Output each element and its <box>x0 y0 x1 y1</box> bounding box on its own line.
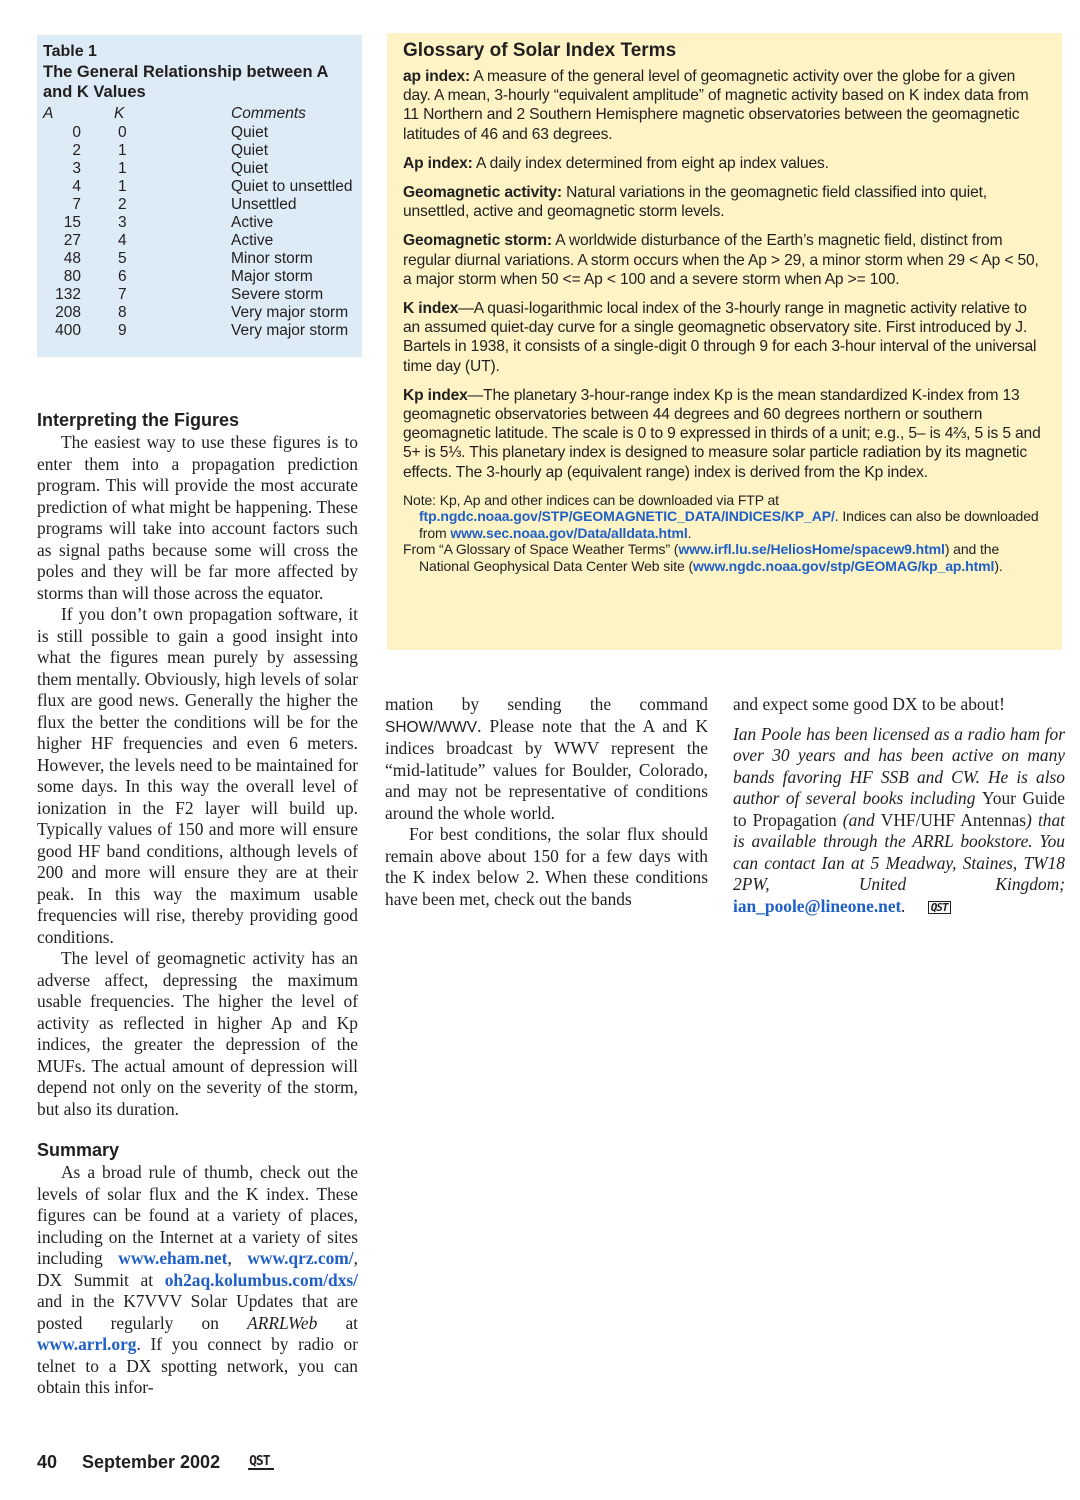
qrz-link[interactable]: www.qrz.com/ <box>247 1248 354 1268</box>
dx-summit-link[interactable]: oh2aq.kolumbus.com/dxs/ <box>164 1269 358 1290</box>
cell-comment: Minor storm <box>231 250 313 267</box>
arrl-link[interactable]: www.arrl.org <box>37 1334 137 1354</box>
issue-date: September 2002 <box>82 1452 221 1472</box>
cell-k: 7 <box>118 286 127 303</box>
header-a: A <box>43 105 54 122</box>
table-title: The General Relationship between A and K Values <box>43 63 328 101</box>
cell-comment: Major storm <box>231 268 313 285</box>
section-heading-summary: Summary <box>37 1140 120 1160</box>
note-text: . Indices can also be downloaded from <box>419 508 1039 541</box>
glossary-term: ap index: <box>403 68 471 85</box>
glossary-definition: —A quasi-logarithmic local index of the 3-hourly range in magnetic activity relative to an assumed quiet-day curve for a single geomagnetic observatory site. First introduced by J. Bartels in 1938, it consists of a single-digit 0 through 9 for each 3-hour interval of the universal time day (UT). <box>403 300 1037 375</box>
cell-a: 3 <box>72 160 81 177</box>
cell-k: 1 <box>118 160 127 177</box>
note-text: ). <box>994 557 1003 574</box>
download-note <box>403 492 1046 542</box>
table-row <box>43 178 353 196</box>
cell-comment: Very major storm <box>231 322 349 339</box>
cell-a: 400 <box>55 322 81 339</box>
glossary-sidebar <box>387 33 1062 650</box>
text: , <box>227 1248 248 1268</box>
article-column-left <box>37 408 358 1399</box>
bio-text: Ian Poole has been licensed as a radio ham for over 30 years and has been active on many bands favoring HF SSB and CW. He is also author of several books including <box>733 723 1065 808</box>
paragraph: The easiest way to use these figures is to enter them into a propagation prediction program. This will provide the most accurate prediction of what might be happening. These programs will take into account factors such as signal paths because some will cross the poles and they will be far more affected by storms than will those across the equator. <box>37 432 358 603</box>
cell-comment: Active <box>231 214 274 231</box>
table-label: Table 1 <box>43 43 97 60</box>
cell-a: 48 <box>63 250 81 267</box>
note-text: Note: Kp, Ap and other indices can be downloaded via FTP at <box>403 491 779 508</box>
glossary-term: Geomagnetic activity: <box>403 184 562 202</box>
table-row <box>43 142 353 160</box>
cell-a: 208 <box>55 304 81 321</box>
ftp-ngdc-link[interactable]: ftp.ngdc.noaa.gov/STP/GEOMAGNETIC_DATA/INDICES/KP_AP/ <box>419 508 835 525</box>
text: . If you connect by radio or telnet to a DX spotting network, you can obtain this infor- <box>37 1334 358 1397</box>
glossary-definition: Natural variations in the geomagnetic field classified into quiet, unsettled, active and geomagnetic storm levels. <box>403 184 987 221</box>
table-row <box>43 268 353 286</box>
cell-a: 132 <box>55 286 81 303</box>
cell-comment: Quiet <box>231 142 269 159</box>
text: at <box>317 1312 358 1333</box>
text: . Please note that the A and K indices broadcast by WWV represent the “mid-latitude” values for Boulder, Colorado, and may not be representative of conditions around the whole world. <box>385 715 708 823</box>
table-row <box>43 232 353 250</box>
table-row <box>43 196 353 214</box>
note-text: From “A Glossary of Space Weather Terms” ( <box>403 541 679 558</box>
paragraph: and expect some good DX to be about! <box>733 694 1005 714</box>
paragraph: If you don’t own propagation software, it is still possible to gain a good insight into what the figures mean purely by assessing them mentally. Obviously, high levels of solar flux are good news. Generally the higher the flux the better the conditions will be for the higher HF frequencies and even 6 meters. However, the levels need to be maintained for some days. In this way the overall level of ionization in the F2 layer will build up. Typically values of 150 and more will ensure good HF band conditions, although levels of 200 and more will ensure they are at their peak. In this way the maximum usable frequencies will rise, thereby providing good conditions. <box>37 604 358 947</box>
text: mation by sending the command <box>385 694 708 714</box>
cell-a: 15 <box>63 214 81 231</box>
cell-comment: Quiet <box>231 160 269 177</box>
page-footer <box>37 1452 274 1473</box>
author-bio <box>733 724 1065 918</box>
cell-a: 80 <box>63 268 81 285</box>
cell-k: 3 <box>118 214 127 231</box>
glossary-term: Geomagnetic storm: <box>403 232 552 250</box>
glossary-entry-kp-index <box>403 386 1046 482</box>
glossary-term: Ap index: <box>403 154 473 172</box>
cell-a: 7 <box>72 196 81 213</box>
cell-comment: Very major storm <box>231 304 349 321</box>
cell-k: 6 <box>118 268 127 285</box>
table-row <box>43 304 353 322</box>
bio-text: ) that is available through the ARRL bookstore. You can contact Ian at 5 Meadway, Staines, TW18 2PW, United Kingdom; <box>733 809 1066 894</box>
source-note <box>403 541 1046 574</box>
table-row <box>43 322 353 340</box>
arrlweb-title: ARRLWeb <box>247 1312 318 1333</box>
glossary-title: Glossary of Solar Index Terms <box>403 40 677 61</box>
cell-k: 8 <box>118 304 127 321</box>
cell-k: 4 <box>118 232 127 249</box>
page-number: 40 <box>37 1452 58 1472</box>
cell-a: 0 <box>72 124 81 141</box>
cell-k: 5 <box>118 250 127 267</box>
section-heading-interpreting: Interpreting the Figures <box>37 410 240 430</box>
glossary-definition: —The planetary 3-hour-range index Kp is the mean standardized K-index from 13 geomagnetic observatories between 44 degrees and 60 degrees northern or southern geomagnetic latitude. The scale is 0 to 9 expressed in thirds of a unit; e.g., 5– is 4⅔, 5 is 5 and 5+ is 5⅓. This planetary index is designed to measure solar particle radiation by its magnetic effects. The 3-hourly ap (equivalent range) index is derived from the Kp index. <box>403 386 1041 481</box>
note-text: ) and the National Geophysical Data Center Web site ( <box>419 541 1000 574</box>
text: and in the K7VVV Solar Updates that are posted regularly on <box>37 1291 358 1333</box>
glossary-entry-k-index <box>403 299 1046 376</box>
glossary-term: K index <box>403 300 459 318</box>
cell-k: 0 <box>118 124 127 141</box>
paragraph <box>37 1162 358 1399</box>
text: , DX Summit at <box>37 1248 358 1290</box>
a-k-table <box>43 104 353 340</box>
article-column-middle <box>385 694 708 910</box>
eham-link[interactable]: www.eham.net <box>118 1248 228 1268</box>
cell-comment: Quiet to unsettled <box>231 178 353 195</box>
sec-noaa-link[interactable]: www.sec.noaa.gov/Data/alldata.html <box>450 524 688 541</box>
cell-k: 1 <box>118 178 127 195</box>
paragraph: The level of geomagnetic activity has an adverse affect, depressing the maximum usable frequencies. The higher the level of activity as reflected in higher Ap and Kp indices, the greater the depression of the MUFs. The actual amount of depression will depend not only on the severity of the storm, but also its duration. <box>37 948 358 1119</box>
cell-a: 2 <box>72 142 81 159</box>
bio-text: (and <box>836 809 881 830</box>
cell-k: 9 <box>118 322 127 339</box>
cell-a: 27 <box>63 232 81 249</box>
glossary-definition: A measure of the general level of geomagnetic activity over the globe for a given day. A mean, 3-hourly “equivalent amplitude” of magnetic activity based on K index data from 11 Northern and 2 Southern Hemisphere magnetic observatories between the geomagnetic latitudes of 46 and 63 degrees. <box>403 68 1029 143</box>
paragraph: For best conditions, the solar flux should remain above about 150 for a few days with the K index below 2. When these conditions have been met, check out the bands <box>385 824 708 909</box>
glossary-entry-geomagnetic-activity <box>403 183 1046 221</box>
cell-comment: Active <box>231 232 274 249</box>
glossary-term: Kp index <box>403 386 468 404</box>
book-title: Your Guide to Propagation <box>733 788 1065 830</box>
qst-logo-icon: QST <box>248 1455 273 1470</box>
book-title: VHF/UHF Antennas <box>880 809 1027 830</box>
note-text: . <box>687 524 692 541</box>
table-row <box>43 214 353 232</box>
header-comments: Comments <box>231 105 306 122</box>
cell-comment: Severe storm <box>231 286 324 303</box>
irfl-link[interactable]: www.irfl.lu.se/HeliosHome/spacew9.html <box>678 541 945 558</box>
header-k: K <box>114 105 125 122</box>
glossary-definition: A daily index determined from eight ap index values. <box>472 154 829 172</box>
cell-comment: Unsettled <box>231 196 297 213</box>
text: As a broad rule of thumb, check out the levels of solar flux and the K index. These figures can be found at a variety of places, including on the Internet at a variety of sites including <box>37 1162 358 1268</box>
glossary-definition: A worldwide disturbance of the Earth’s magnetic field, distinct from regular diurnal variations. A storm occurs when the Ap > 29, a minor storm when 29 < Ap < 50, a major storm when 50 <= Ap < 100 and a severe storm when Ap >= 100. <box>403 232 1039 288</box>
qst-end-mark-icon: QST <box>928 901 951 914</box>
table-row <box>43 250 353 268</box>
cell-k: 1 <box>118 142 127 159</box>
glossary-entry-ap <box>403 67 1046 144</box>
cell-comment: Quiet <box>231 124 269 141</box>
cell-a: 4 <box>72 178 81 195</box>
table-row <box>43 286 353 304</box>
show-wwv-command: SHOW/WWV <box>385 718 478 736</box>
bio-text: . <box>901 895 906 916</box>
glossary-entry-geomagnetic-storm <box>403 231 1046 289</box>
table-header-row <box>43 104 353 124</box>
ngdc-geomag-link[interactable]: www.ngdc.noaa.gov/stp/GEOMAG/kp_ap.html <box>693 557 995 574</box>
table-1-box <box>37 35 362 357</box>
paragraph <box>385 694 708 824</box>
author-email-link[interactable]: ian_poole@lineone.net <box>733 895 902 916</box>
glossary-entry-Ap <box>403 154 1046 173</box>
article-column-right <box>733 694 1065 917</box>
table-row <box>43 124 353 142</box>
cell-k: 2 <box>118 196 127 213</box>
table-row <box>43 160 353 178</box>
